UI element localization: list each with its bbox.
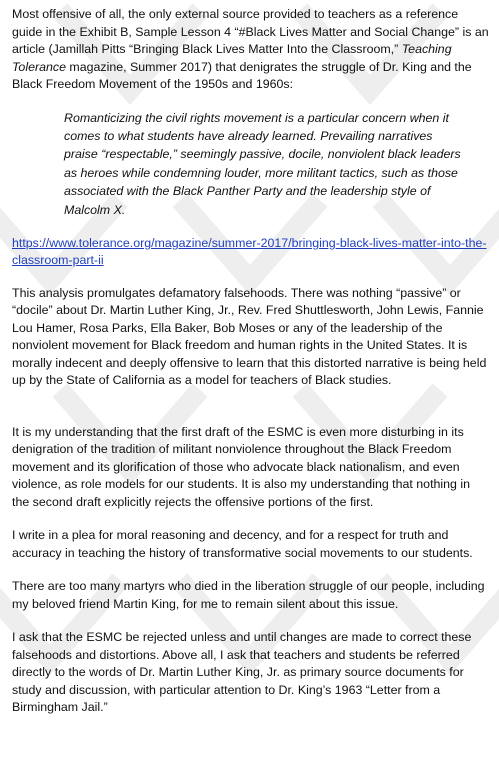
intro-text: Most offensive of all, the only external source provided to teachers as a reference guide in the Exhibit B, Sample Lesson 4 “#Black Lives Matter and Social Change” is an article (Jamillah Pitts “Bringing Black Lives Matter Into the Classroom,”	[12, 7, 489, 56]
intro-paragraph	[12, 6, 489, 94]
plea-paragraph: I write in a plea for moral reasoning and decency, and for a respect for truth and accuracy in teaching the history of transformative social movements to our students.	[12, 528, 473, 560]
intro-text-end: magazine, Summer 2017) that denigrates the struggle of Dr. King and the Black Freedom Movement of the 1950s and 1960s:	[12, 59, 472, 91]
link-paragraph	[12, 235, 489, 270]
understanding-paragraph: It is my understanding that the first draft of the ESMC is even more disturbing in its denigration of the tradition of militant nonviolence throughout the Black Freedom movement and its glorification of those who advocate black nationalism, and even violence, as role models for our students. It is also my understanding that nothing in the second draft explicitly rejects the offensive portions of the first.	[12, 424, 471, 509]
martyrs-paragraph: There are too many martyrs who died in the liberation struggle of our people, including my beloved friend Martin King, for me to remain silent about this issue.	[12, 579, 485, 611]
magazine-title: Teaching Tolerance	[12, 42, 452, 74]
analysis-paragraph: This analysis promulgates defamatory falsehoods. There was nothing “passive” or “docile” about Dr. Martin Luther King, Jr., Rev. Fred Shuttlesworth, John Lewis, Fannie Lou Hamer, Rosa Parks, Ella Baker, Bob Moses or any of the leadership of the nonviolent movement for Black freedom and human rights in the United States. It is morally indecent and deeply offensive to learn that this distorted narrative is being held up by the State of California as a model for teachers of Black studies.	[12, 285, 487, 388]
block-quote: Romanticizing the civil rights movement is a particular concern when it comes to what students have already learned. Prevailing narratives praise “respectable,” seemingly passive, docile, nonviolent black leaders as heroes while condemning louder, more militant tactics, such as those associated with the Black Panther Party and the leadership style of Malcolm X.	[64, 110, 461, 217]
article-link[interactable]: https://www.tolerance.org/magazine/summer-2017/bringing-black-lives-matter-into-the-classroom-part-ii	[12, 235, 487, 268]
request-paragraph: I ask that the ESMC be rejected unless and until changes are made to correct these falsehoods and distortions. Above all, I ask that teachers and students be referred directly to the words of Dr. Martin Luther King, Jr. as primary source documents for study and discussion, with particular attention to Dr. King’s 1963 “Letter from a Birmingham Jail.”	[12, 630, 472, 715]
